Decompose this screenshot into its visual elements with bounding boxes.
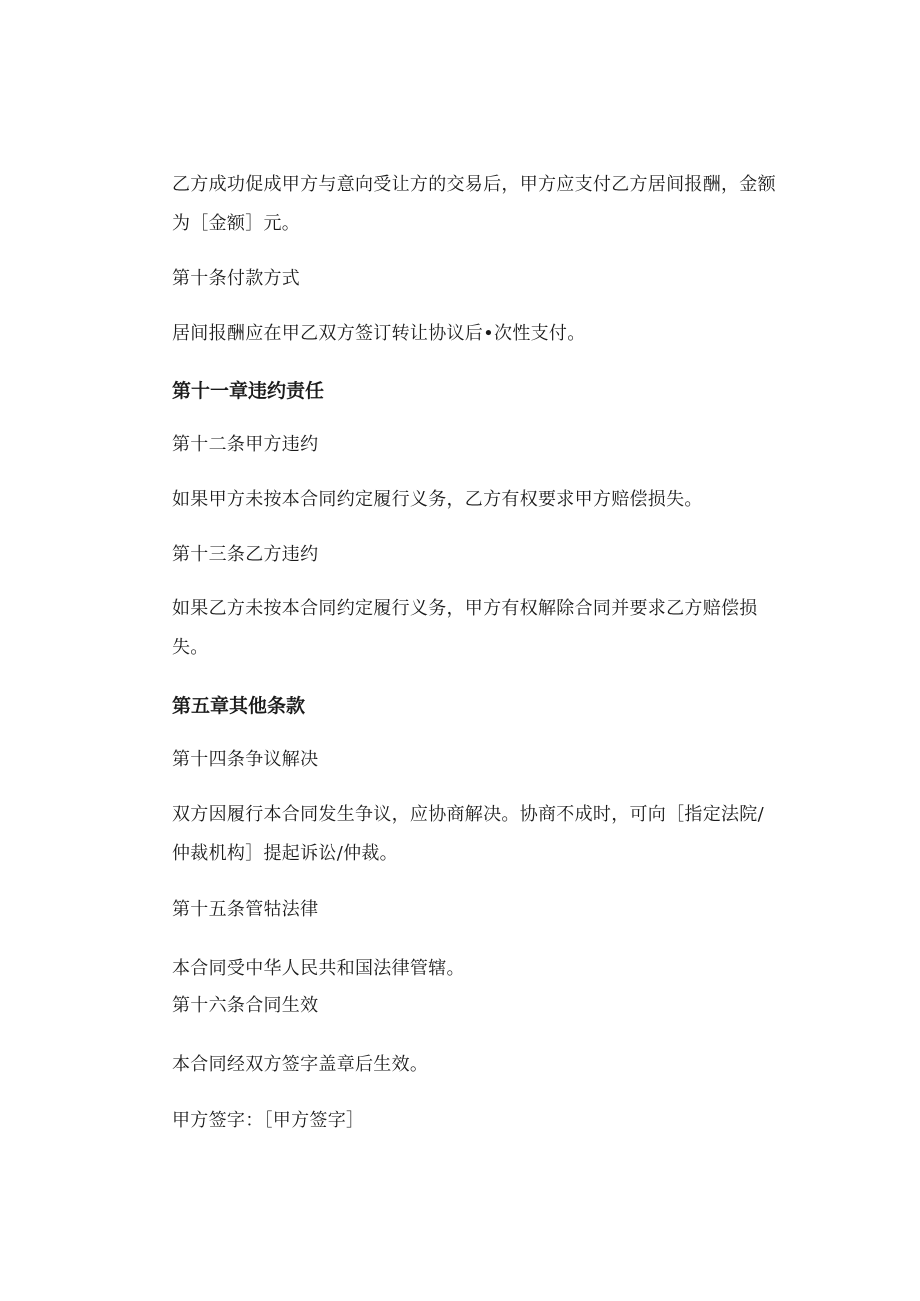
paragraph-remuneration-line-1: 乙方成功促成甲方与意向受让方的交易后，甲方应支付乙方居间报酬，金额 [172, 174, 776, 195]
article-10-title: 第十条付款方式 [172, 268, 301, 289]
paragraph-remuneration-line-2: 为［金额］元。 [172, 213, 301, 234]
article-15-body: 本合同受中华人民共和国法律管辖。 [172, 958, 465, 979]
article-12-title: 第十二条甲方违约 [172, 434, 319, 455]
party-a-signature-line: 甲方签字：［甲方签字］ [172, 1110, 365, 1131]
article-13-title: 第十三条乙方违约 [172, 544, 319, 565]
chapter-11-heading: 第十一章违约责任 [172, 380, 325, 402]
article-10-body: 居间报酬应在甲乙双方签订转让协议后•次性支付。 [172, 323, 586, 344]
article-14-body-line-2: 仲裁机构］提起诉讼/仲裁。 [172, 843, 398, 864]
article-15-title: 第十五条管牯法律 [172, 899, 319, 920]
article-14-title: 第十四条争议解决 [172, 749, 319, 770]
article-12-body: 如果甲方未按本合同约定履行义务，乙方有权要求甲方赔偿损失。 [172, 489, 703, 510]
article-16-body: 本合同经双方签字盖章后生效。 [172, 1054, 429, 1075]
article-14-body-line-1: 双方因履行本合同发生争议，应协商解决。协商不成时，可向［指定法院/ [172, 804, 764, 825]
article-16-title: 第十六条合同生效 [172, 995, 319, 1016]
article-13-body-line-2: 失。 [172, 637, 209, 658]
article-13-body-line-1: 如果乙方未按本合同约定履行义务，甲方有权解除合同并要求乙方赔偿损 [172, 598, 758, 619]
chapter-5-heading: 第五章其他条款 [172, 695, 306, 717]
